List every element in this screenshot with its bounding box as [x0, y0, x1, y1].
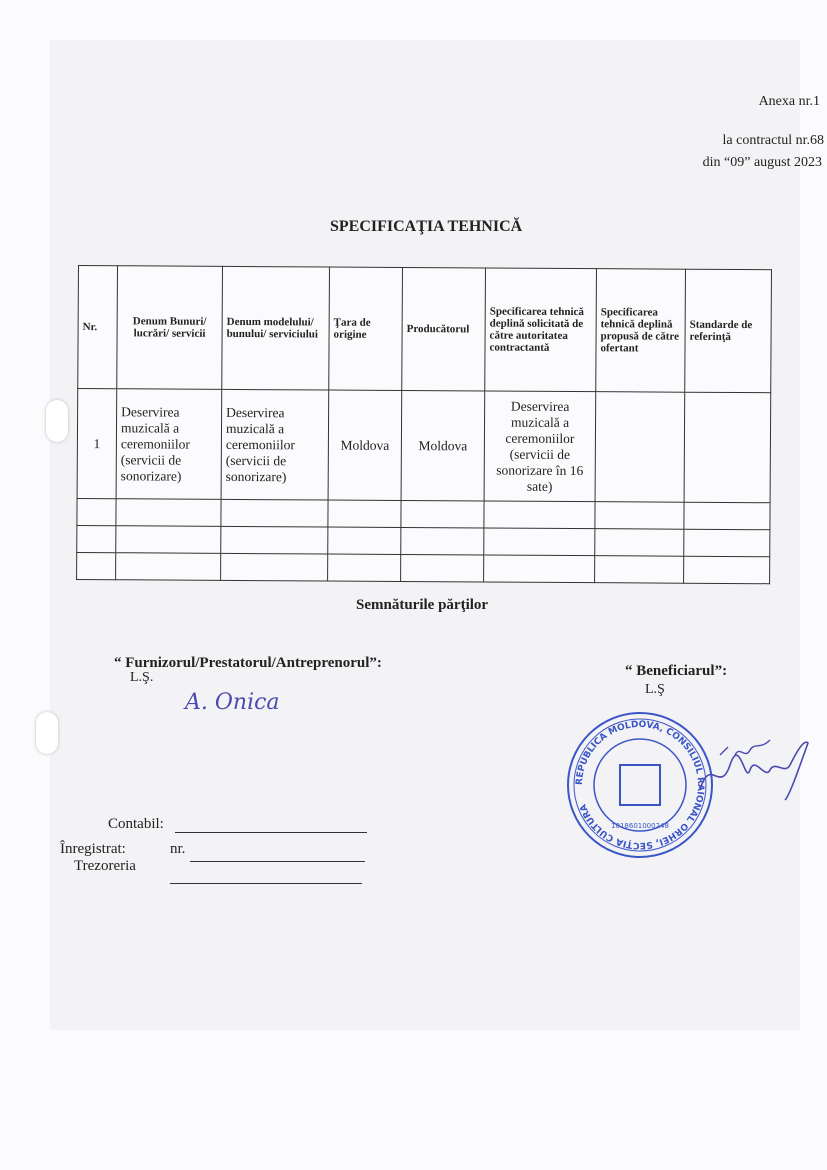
page-title: SPECIFICAŢIA TEHNICĂ — [330, 218, 523, 235]
col-header: Denum Bunuri/ lucrări/ servicii — [117, 266, 223, 390]
signatures-title: Semnăturile părţilor — [356, 597, 489, 613]
cell — [684, 392, 771, 503]
table-row — [77, 498, 770, 529]
beneficiary-signature — [690, 735, 820, 805]
contract-ref: la contractul nr.68 — [722, 133, 824, 148]
annex-label: Anexa nr.1 — [758, 94, 820, 109]
table-row — [77, 389, 771, 503]
spec-table — [76, 265, 772, 584]
table-row — [77, 525, 770, 556]
cell: Deservirea muzicală a ceremoniilor (servicii de sonorizare în 16 sate) — [484, 391, 596, 502]
cell: 1 — [77, 389, 117, 499]
contract-date: din “09” august 2023 — [702, 155, 822, 170]
col-header: Specificarea tehnică deplină solicitată de către autoritatea contractantă — [485, 268, 597, 392]
supplier-ls: L.Ş. — [130, 670, 154, 685]
col-header: Specificarea tehnică deplină propusă de către ofertant — [596, 269, 686, 393]
stamp-number: 1018601000248 — [611, 822, 669, 830]
treasury-label: Trezoreria — [74, 858, 136, 874]
beneficiary-label: “ Beneficiarul”: — [625, 663, 728, 679]
col-header: Ţara de origine — [329, 267, 403, 390]
beneficiary-ls: L.Ş — [645, 682, 665, 697]
punch-hole — [36, 712, 58, 754]
registered-label: Înregistrat: — [60, 841, 126, 857]
col-header: Denum modelului/ bunului/ serviciului — [222, 266, 330, 390]
stamp-text: REPUBLICA MOLDOVA, CONSILIUL RAIONAL ORHEI, SECŢIA CULTURA — [574, 719, 706, 851]
col-header: Standarde de referinţă — [685, 269, 772, 393]
supplier-label: “ Furnizorul/Prestatorul/Antreprenorul”: — [114, 655, 382, 671]
table-header-row — [78, 266, 772, 393]
cell: Moldova — [401, 390, 485, 501]
table-row — [77, 552, 770, 583]
nr-label: nr. — [170, 841, 186, 857]
treasury-line — [170, 883, 362, 884]
accountant-line — [175, 832, 367, 833]
accountant-label: Contabil: — [108, 816, 164, 832]
cell — [595, 392, 685, 503]
cell: Moldova — [328, 390, 402, 500]
nr-line — [190, 861, 365, 862]
cell: Deservirea muzicală a ceremoniilor (servicii de sonorizare) — [221, 389, 329, 500]
col-header: Nr. — [78, 266, 118, 389]
supplier-signature: A. Onica — [185, 690, 280, 715]
cell: Deservirea muzicală a ceremoniilor (servicii de sonorizare) — [116, 389, 222, 500]
punch-hole — [46, 400, 68, 442]
col-header: Producătorul — [402, 267, 486, 391]
